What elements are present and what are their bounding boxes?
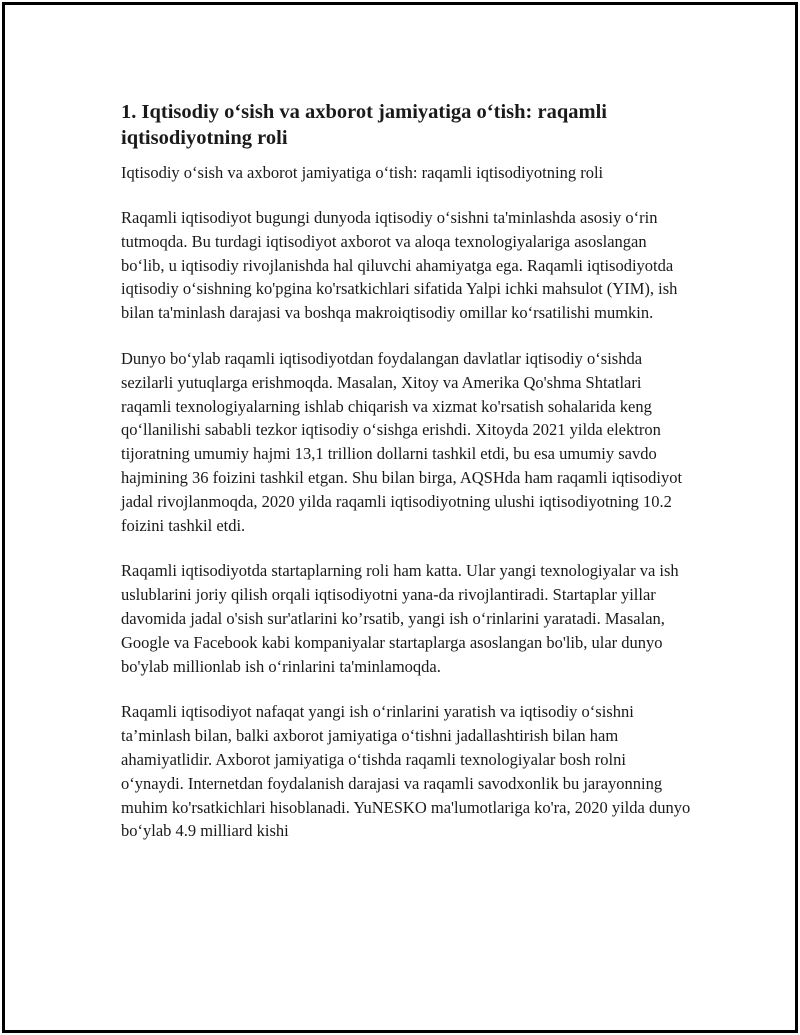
- document-page: [2, 2, 798, 1033]
- section-subtitle: Iqtisodiy o‘sish va axborot jamiyatiga o‘tish: raqamli iqtisodiyotning roli: [121, 163, 604, 182]
- paragraph-4: Raqamli iqtisodiyot nafaqat yangi ish o‘rinlarini yaratish va iqtisodiy o‘sishni ta’minlash bilan, balki axborot jamiyatiga o‘tishni jadallashtirish bilan ham ahamiyatlidir. Axborot jamiyatiga o‘tishda raqamli texnologiyalar bosh rolni o‘ynaydi. Internetdan foydalanish darajasi va raqamli savodxonlik bu jarayonning muhim ko'rsatkichlari hisoblanadi. YuNESKO ma'lumotlariga ko'ra, 2020 yilda dunyo bo‘ylab 4.9 milliard kishi: [121, 702, 691, 841]
- paragraph-1: Raqamli iqtisodiyot bugungi dunyoda iqtisodiy o‘sishni ta'minlashda asosiy o‘rin tutmoqda. Bu turdagi iqtisodiyot axborot va aloqa texnologiyalariga asoslangan bo‘lib, u iqtisodiy rivojlanishda hal qiluvchi ahamiyatga ega. Raqamli iqtisodiyotda iqtisodiy o‘sishning ko'pgina ko'rsatkichlari sifatida Yalpi ichki mahsulot (YIM), ish bilan ta'minlash darajasi va boshqa makroiqtisodiy omillar ko‘rsatilishi mumkin.: [121, 208, 678, 323]
- paragraph-2: Dunyo bo‘ylab raqamli iqtisodiyotdan foydalangan davlatlar iqtisodiy o‘sishda sezilarli yutuqlarga erishmoqda. Masalan, Xitoy va Amerika Qo'shma Shtatlari raqamli texnologiyalarning ishlab chiqarish va xizmat ko'rsatish sohalarida keng qo‘llanilishi sababli tezkor iqtisodiy o‘sishga erishdi. Xitoyda 2021 yilda elektron tijoratning umumiy hajmi 13,1 trillion dollarni tashkil etdi, bu esa umumiy savdo hajmining 36 foizini tashkil etgan. Shu bilan birga, AQSHda ham raqamli iqtisodiyot jadal rivojlanmoqda, 2020 yilda raqamli iqtisodiyotning ulushi iqtisodiyotning 10.2 foizini tashkil etdi.: [121, 348, 683, 535]
- paragraph-3: Raqamli iqtisodiyotda startaplarning roli ham katta. Ular yangi texnologiyalar va ish uslublarini joriy qilish orqali iqtisodiyotni yana-da rivojlantiradi. Startaplar yillar davomida jadal o'sish sur'atlarini ko’rsatib, yangi ish o‘rinlarini yaratadi. Masalan, Google va Facebook kabi kompaniyalar startaplarga asoslangan bo'lib, ular dunyo bo'ylab millionlab ish o‘rinlarini ta'minlamoqda.: [121, 561, 679, 676]
- document-body: [121, 99, 691, 843]
- section-heading: 1. Iqtisodiy o‘sish va axborot jamiyatiga o‘tish: raqamli iqtisodiyotning roli: [121, 101, 607, 149]
